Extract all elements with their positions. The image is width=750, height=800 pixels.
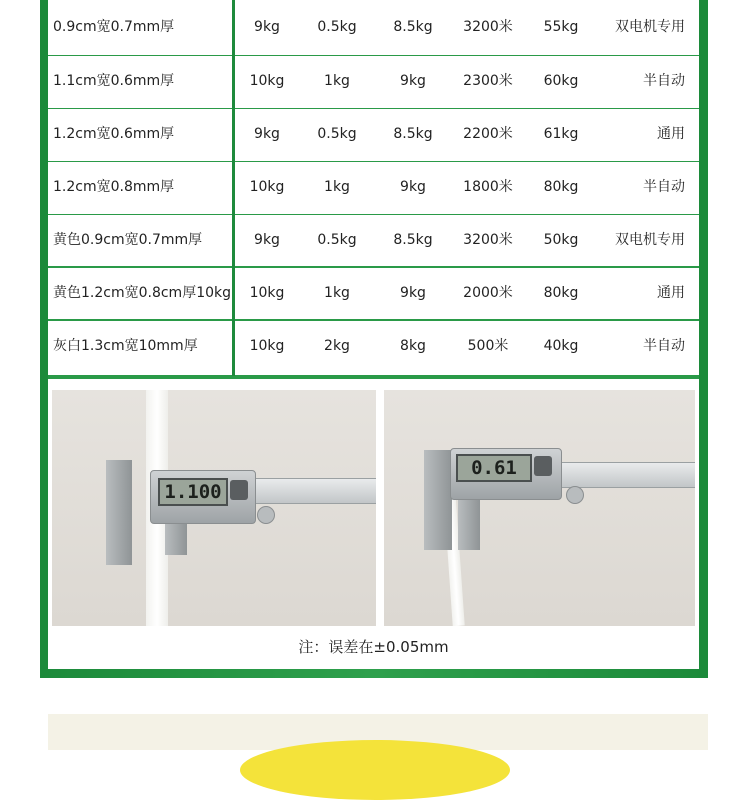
cell-value: 0.5kg: [317, 232, 357, 248]
table-bottom-border: [48, 375, 699, 379]
cell-value: 10kg: [249, 73, 285, 89]
product-name: 黄色0.9cm宽0.7mm厚: [53, 232, 203, 248]
table-row: [48, 109, 699, 159]
product-name: 0.9cm宽0.7mm厚: [53, 19, 175, 35]
cell-value: 40kg: [543, 338, 579, 354]
cell-value: 9kg: [254, 19, 280, 35]
cell-value: 1kg: [324, 179, 350, 195]
cell-value: 55kg: [543, 19, 579, 35]
product-name: 1.2cm宽0.6mm厚: [53, 126, 175, 142]
usage-cell: 通用: [657, 126, 685, 142]
cell-value: 10kg: [249, 179, 285, 195]
cell-value: 9kg: [400, 73, 426, 89]
caliper-button: [534, 456, 552, 476]
cell-value: 1kg: [324, 285, 350, 301]
cell-value: 61kg: [543, 126, 579, 142]
cell-value: 8kg: [400, 338, 426, 354]
caliper-reading: 0.61: [471, 457, 517, 479]
cell-value: 1800米: [463, 179, 513, 195]
caliper-reading: 1.100: [164, 481, 222, 503]
cell-value: 3200米: [463, 232, 513, 248]
table-row: [48, 268, 699, 318]
table-row: [48, 2, 699, 52]
table-row: [48, 56, 699, 106]
cell-value: 50kg: [543, 232, 579, 248]
cell-value: 10kg: [249, 285, 285, 301]
column-divider: [232, 0, 235, 376]
cell-value: 8.5kg: [393, 19, 433, 35]
product-name: 1.1cm宽0.6mm厚: [53, 73, 175, 89]
usage-cell: 半自动: [643, 73, 685, 89]
usage-cell: 双电机专用: [615, 19, 685, 35]
cell-value: 9kg: [254, 232, 280, 248]
cell-value: 0.5kg: [317, 126, 357, 142]
product-name: 1.2cm宽0.8mm厚: [53, 179, 175, 195]
caliper-display: [456, 454, 532, 482]
caliper-photo-right: [384, 390, 695, 626]
cell-value: 0.5kg: [317, 19, 357, 35]
cell-value: 2200米: [463, 126, 513, 142]
cell-value: 8.5kg: [393, 126, 433, 142]
cell-value: 10kg: [249, 338, 285, 354]
caliper-jaw: [424, 450, 452, 550]
cell-value: 2300米: [463, 73, 513, 89]
product-name: 灰白1.3cm宽10mm厚: [53, 338, 198, 354]
caliper-photo-left: [52, 390, 376, 626]
caliper-jaw: [106, 460, 132, 565]
table-row: [48, 215, 699, 265]
cell-value: 8.5kg: [393, 232, 433, 248]
tolerance-note: 注：误差在±0.05mm: [298, 638, 449, 656]
table-row: [48, 162, 699, 212]
product-name: 黄色1.2cm宽0.8cm厚10kg: [53, 285, 232, 301]
table-row: [48, 321, 699, 371]
yellow-strap-roll-image: [240, 740, 510, 800]
usage-cell: 双电机专用: [615, 232, 685, 248]
cell-value: 9kg: [400, 179, 426, 195]
usage-cell: 通用: [657, 285, 685, 301]
caliper-thumbwheel: [257, 506, 275, 524]
cell-value: 80kg: [543, 179, 579, 195]
cell-value: 9kg: [254, 126, 280, 142]
caliper-button: [230, 480, 248, 500]
cell-value: 500米: [467, 338, 509, 354]
caliper-thumbwheel: [566, 486, 584, 504]
caliper-display: [158, 478, 228, 506]
cell-value: 2kg: [324, 338, 350, 354]
usage-cell: 半自动: [643, 338, 685, 354]
cell-value: 1kg: [324, 73, 350, 89]
cell-value: 9kg: [400, 285, 426, 301]
usage-cell: 半自动: [643, 179, 685, 195]
cell-value: 2000米: [463, 285, 513, 301]
cell-value: 60kg: [543, 73, 579, 89]
cell-value: 80kg: [543, 285, 579, 301]
cell-value: 3200米: [463, 19, 513, 35]
